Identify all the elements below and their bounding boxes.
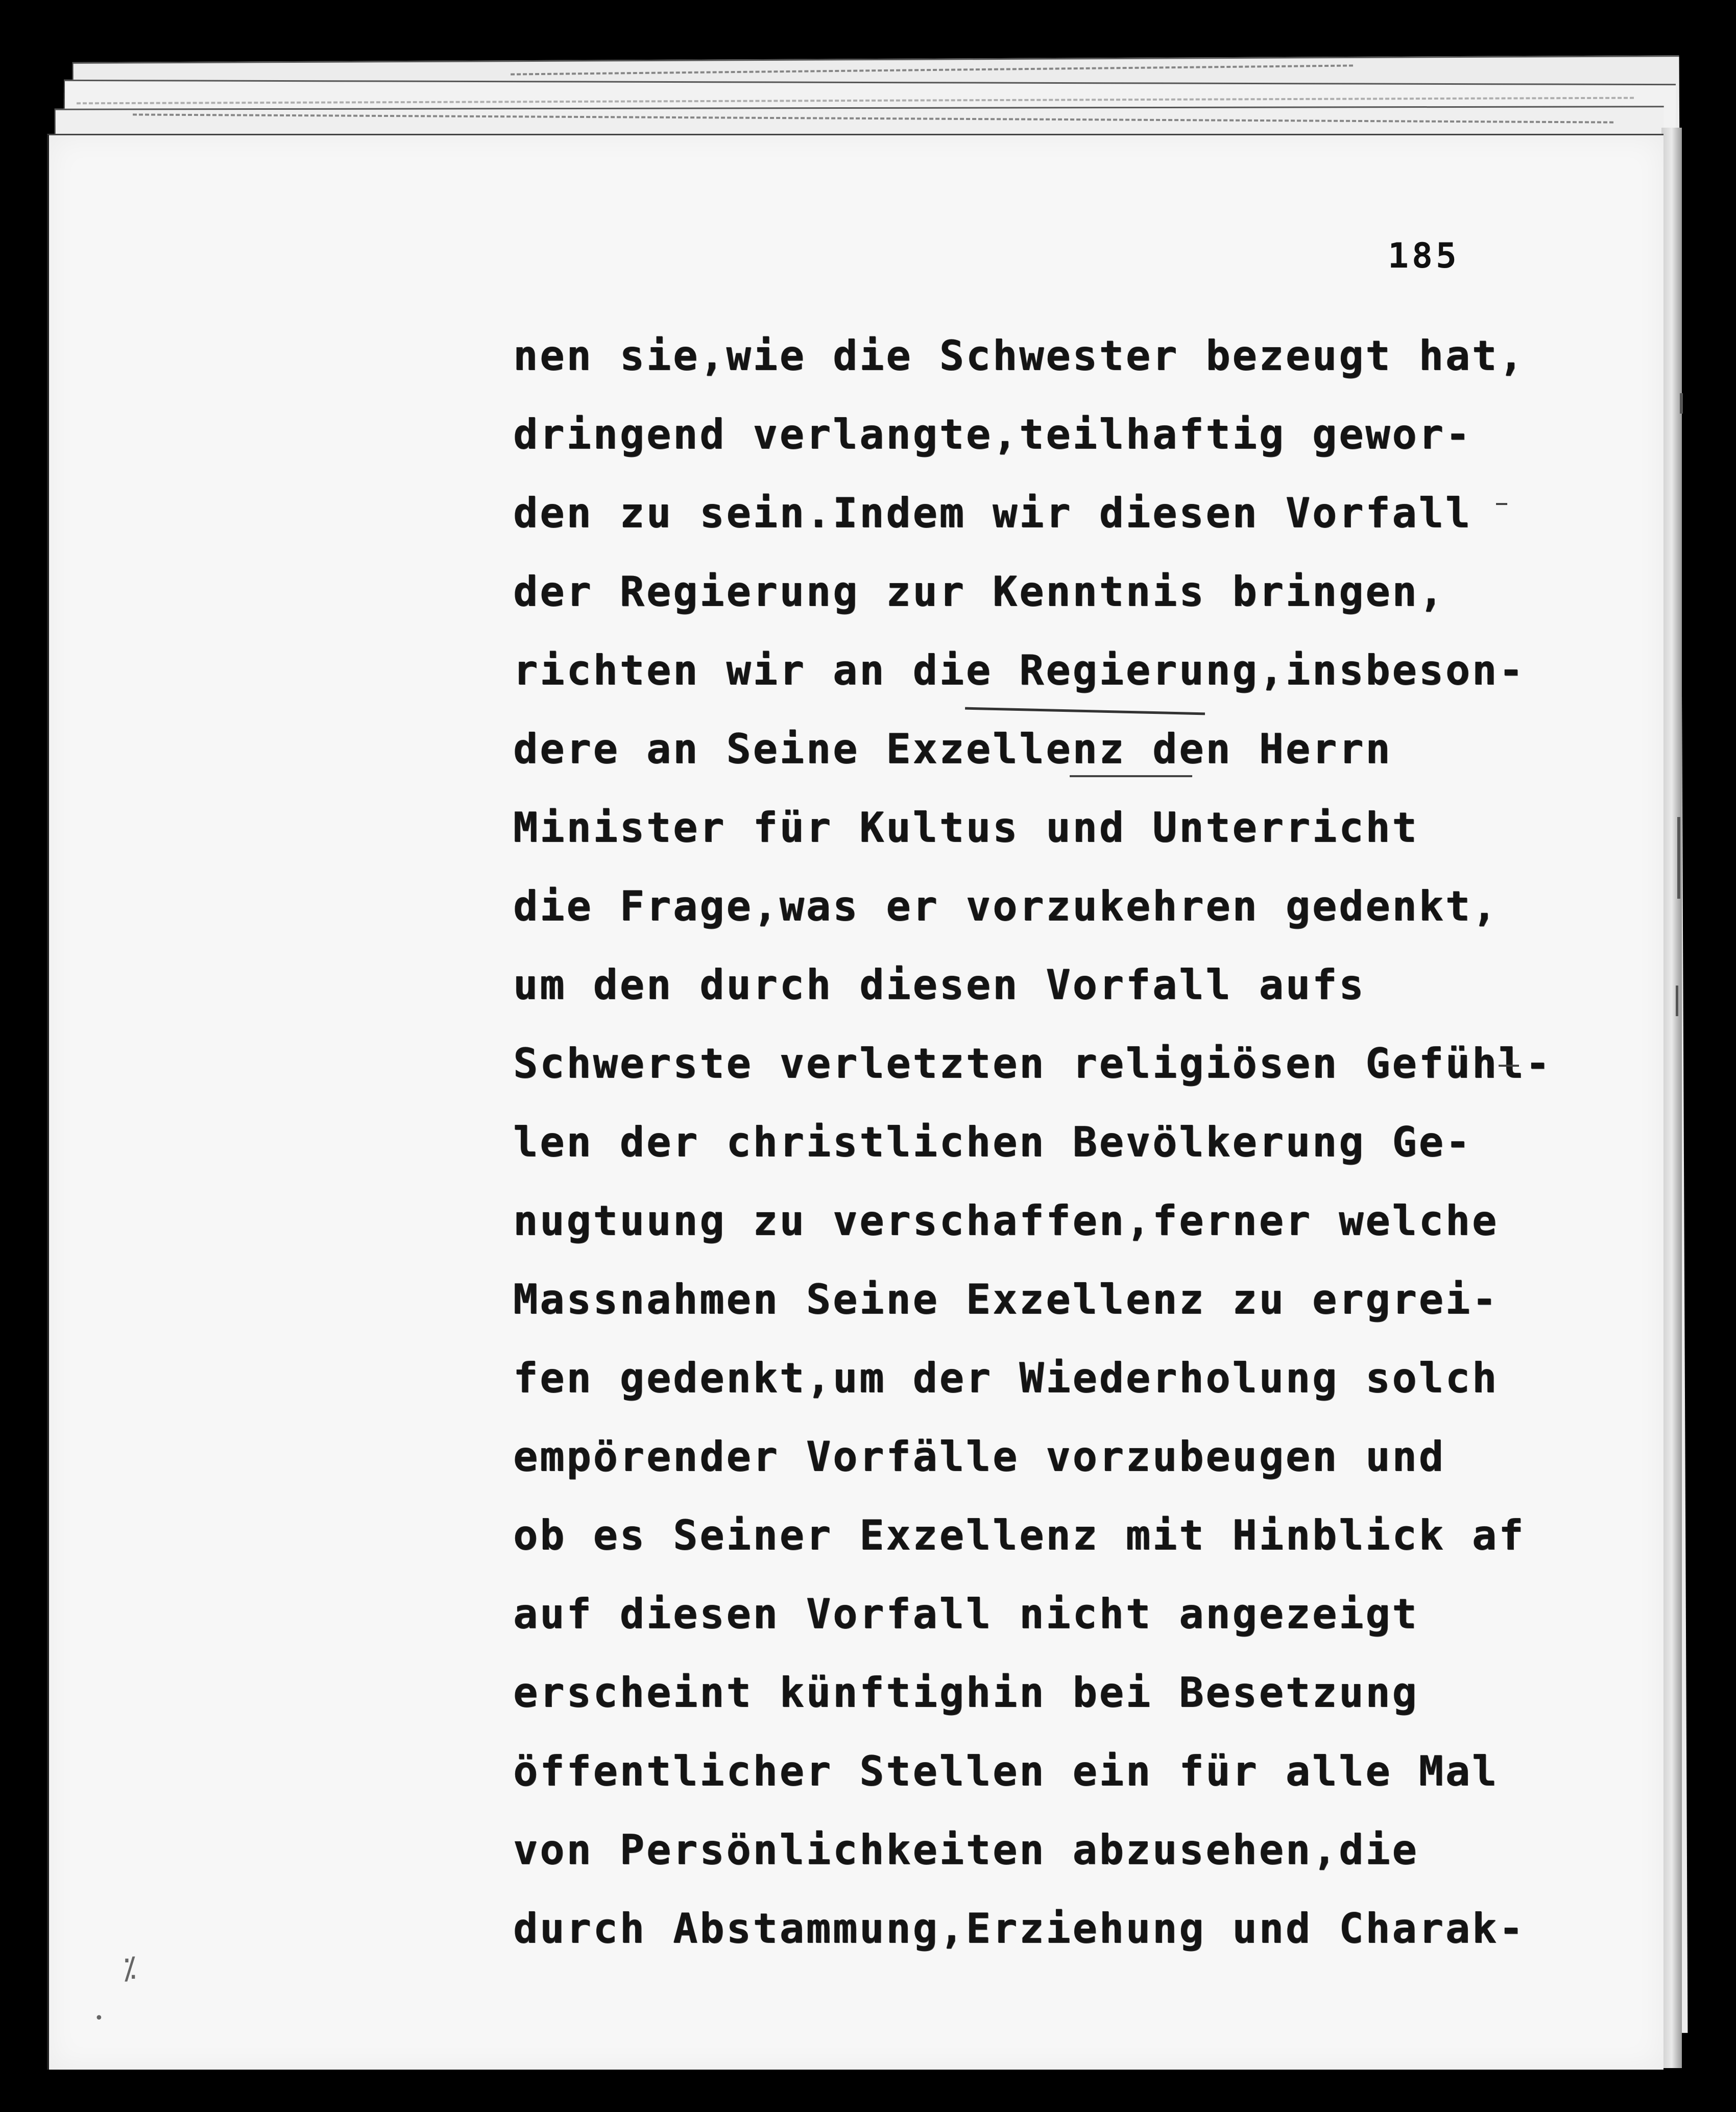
typewritten-body — [513, 317, 1570, 1968]
text-line: den zu sein.Indem wir diesen Vorfall — [513, 489, 1472, 537]
text-line: nen sie,wie die Schwester bezeugt hat, — [513, 332, 1526, 379]
text-line: ob es Seiner Exzellenz mit Hinblick af — [513, 1511, 1526, 1559]
page-edge-mark — [1680, 393, 1683, 414]
text-line: von Persönlichkeiten abzusehen,die — [513, 1826, 1419, 1874]
corner-mark: • — [94, 2009, 104, 2027]
text-line: der Regierung zur Kenntnis bringen, — [513, 568, 1445, 615]
page-number: 185 — [1388, 236, 1460, 276]
margin-mark — [1496, 503, 1507, 505]
handwritten-underline — [1070, 775, 1192, 777]
text-line: dere an Seine Exzellenz den Herrn — [513, 725, 1392, 773]
text-line: durch Abstammung,Erziehung und Charak- — [513, 1905, 1526, 1952]
text-line: Minister für Kultus und Unterricht — [513, 804, 1419, 851]
text-line: die Frage,was er vorzukehren gedenkt, — [513, 882, 1499, 930]
text-line: um den durch diesen Vorfall aufs — [513, 961, 1366, 1009]
margin-mark — [1499, 1065, 1519, 1067]
text-line: nugtuung zu verschaffen,ferner welche — [513, 1197, 1499, 1244]
text-line: Schwerste verletzten religiösen Gefühl- — [513, 1040, 1552, 1087]
text-line: auf diesen Vorfall nicht angezeigt — [513, 1590, 1419, 1638]
text-line: empörender Vorfälle vorzubeugen und — [513, 1433, 1445, 1480]
text-line: erscheint künftighin bei Besetzung — [513, 1669, 1419, 1716]
corner-mark: ⁒ — [123, 1951, 136, 1986]
page-edge-mark — [1677, 817, 1680, 899]
text-line: öffentlicher Stellen ein für alle Mal — [513, 1747, 1499, 1795]
text-line: dringend verlangte,teilhaftig gewor- — [513, 411, 1472, 458]
text-line: len der christlichen Bevölkerung Ge- — [513, 1118, 1472, 1166]
text-line: Massnahmen Seine Exzellenz zu ergrei- — [513, 1276, 1499, 1323]
text-line: richten wir an die Regierung,insbeson- — [513, 646, 1526, 694]
text-line: fen gedenkt,um der Wiederholung solch — [513, 1354, 1499, 1402]
page-edge-mark — [1676, 986, 1678, 1016]
page-edge-shadow — [1661, 128, 1682, 2068]
